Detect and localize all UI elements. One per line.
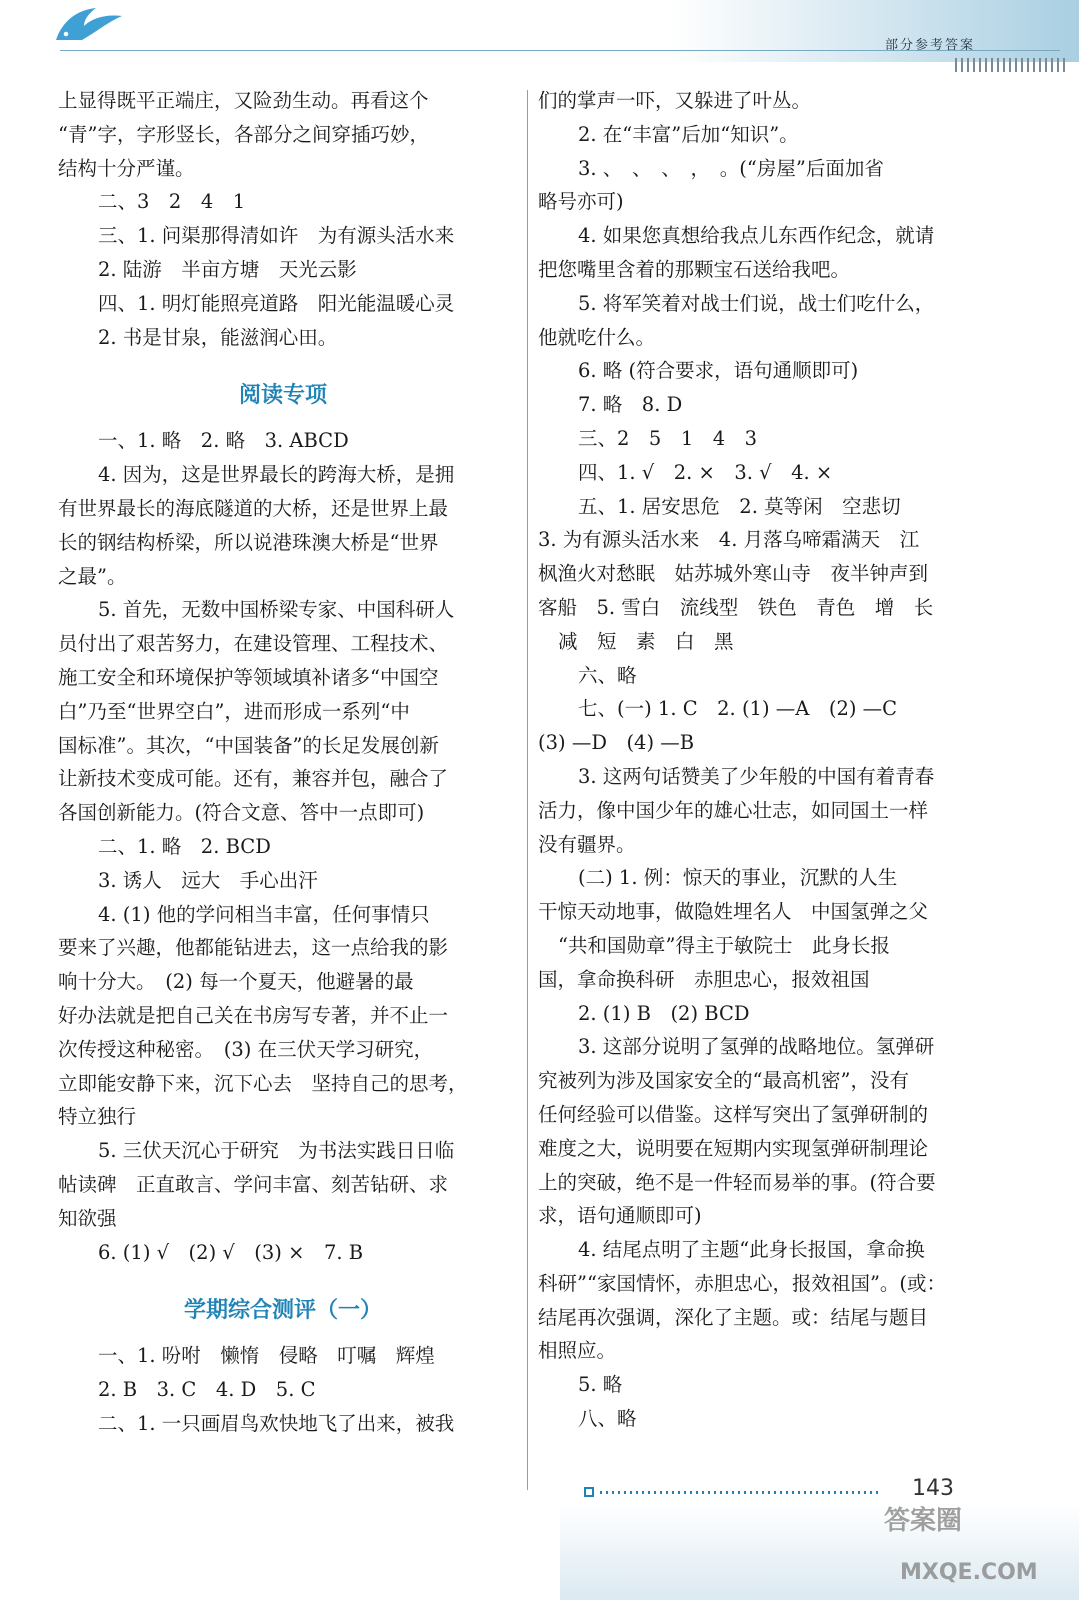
text-line: 3. 诱人 远大 手心出汗	[98, 868, 318, 892]
text-line: 次传授这种秘密。 (3) 在三伏天学习研究，	[58, 1037, 434, 1061]
text-line: 二、1. 略 2. BCD	[98, 834, 271, 858]
text-line: 一、1. 吩咐 懒惰 侵略 叮嘱 辉煌	[98, 1344, 435, 1368]
text-line: 二、3 2 4 1	[98, 190, 246, 214]
text-line: 难度之大，说明要在短期内实现氢弹研制理论	[538, 1136, 929, 1160]
text-line: 好办法就是把自己关在书房写专著，并不止一	[58, 1003, 449, 1027]
text-line: 六、略	[578, 663, 637, 687]
text-line: (3) —D (4) —B	[538, 731, 695, 755]
text-line: “青”字，字形竖长，各部分之间穿插巧妙，	[58, 122, 429, 146]
text-line: 3. 、 、 、 ， 。(“房屋”后面加省	[578, 156, 884, 180]
text-line: 2. B 3. C 4. D 5. C	[98, 1378, 316, 1402]
text-line: 枫渔火对愁眠 姑苏城外寒山寺 夜半钟声到	[538, 562, 929, 586]
text-line: 三、2 5 1 4 3	[578, 426, 758, 450]
text-line: 响十分大。 (2) 每一个夏天，他避暑的最	[58, 970, 414, 994]
text-line: 一、1. 略 2. 略 3. ABCD	[98, 429, 349, 453]
text-line: 4. (1) 他的学问相当丰富，任何事情只	[98, 902, 430, 926]
text-line: 2. 书是甘泉，能滋润心田。	[98, 325, 338, 349]
text-line: 3. 这两句话赞美了少年般的中国有着青春	[578, 764, 935, 788]
text-line: 2. 在“丰富”后加“知识”。	[578, 122, 799, 146]
text-line: 5. 将军笑着对战士们说，战士们吃什么，	[578, 291, 935, 315]
text-line: 客船 5. 雪白 流线型 铁色 青色 增 长	[538, 595, 934, 619]
text-line: 长的钢结构桥梁，所以说港珠澳大桥是“世界	[58, 530, 439, 554]
footer-dotted-rule	[600, 1491, 880, 1494]
text-line: (二) 1. 例：惊天的事业，沉默的人生	[578, 866, 898, 890]
column-divider	[527, 90, 528, 1490]
text-line: 五、1. 居安思危 2. 莫等闲 空悲切	[578, 494, 901, 518]
text-line: 之最”。	[58, 564, 127, 588]
text-line: 要来了兴趣，他都能钻进去，这一点给我的影	[58, 936, 449, 960]
text-line: 5. 首先，无数中国桥梁专家、中国科研人	[98, 598, 455, 622]
text-line: 4. 结尾点明了主题“此身长报国，拿命换	[578, 1238, 925, 1262]
footer-square-icon	[584, 1487, 594, 1497]
text-line: 三、1. 问渠那得清如许 为有源头活水来	[98, 224, 455, 248]
text-line: 7. 略 8. D	[578, 393, 683, 417]
text-line: 让新技术变成可能。还有，兼容并包，融合了	[58, 767, 449, 791]
section-heading: 学期综合测评（一）	[183, 1298, 382, 1324]
text-line: 他就吃什么。	[538, 325, 656, 349]
text-line: 5. 三伏天沉心于研究 为书法实践日日临	[98, 1139, 455, 1163]
right-column	[538, 84, 998, 1436]
text-line: 国，拿命换科研 赤胆忠心，报效祖国	[538, 967, 870, 991]
text-line: 结构十分严谨。	[58, 156, 195, 180]
bird-logo-icon	[52, 0, 124, 44]
watermark: 答案圈	[884, 1506, 963, 1536]
text-line: 活力，像中国少年的雄心壮志，如同国土一样	[538, 798, 929, 822]
text-line: 任何经验可以借鉴。这样写突出了氢弹研制的	[538, 1102, 929, 1126]
text-line: 4. 如果您真想给我点儿东西作纪念，就请	[578, 224, 935, 248]
text-line: 结尾再次强调，深化了主题。或：结尾与题目	[538, 1305, 929, 1329]
text-line: 科研”“家国情怀，赤胆忠心，报效祖国”。(或：	[538, 1271, 947, 1295]
text-line: 四、1. 明灯能照亮道路 阳光能温暖心灵	[98, 291, 455, 315]
text-line: 把您嘴里含着的那颗宝石送给我吧。	[538, 257, 851, 281]
text-line: 们的掌声一吓，又躲进了叶丛。	[538, 89, 812, 112]
left-column	[58, 84, 508, 1441]
text-line: 上显得既平正端庄，又险劲生动。再看这个	[58, 89, 429, 112]
text-line: 特立独行	[58, 1105, 137, 1129]
text-line: 5. 略	[578, 1373, 623, 1397]
watermark-url: MXQE.COM	[900, 1560, 1038, 1585]
text-line: 二、1. 一只画眉鸟欢快地飞了出来，被我	[98, 1411, 455, 1435]
footer-band	[560, 1505, 1079, 1600]
text-line: 各国创新能力。(符合文意、答中一点即可)	[58, 801, 425, 825]
text-line: 八、略	[578, 1407, 637, 1431]
text-line: 知欲强	[58, 1206, 117, 1230]
text-line: 干惊天动地事，做隐姓埋名人 中国氢弹之父	[538, 900, 929, 924]
text-line: 2. 陆游 半亩方塘 天光云影	[98, 257, 357, 281]
header-ticks	[955, 58, 1065, 72]
text-line: 3. 为有源头活水来 4. 月落乌啼霜满天 江	[538, 528, 920, 552]
text-line: 七、(一) 1. C 2. (1) —A (2) —C	[578, 697, 898, 721]
text-line: 6. 略 (符合要求，语句通顺即可)	[578, 359, 859, 383]
page-number: 143	[912, 1476, 954, 1501]
text-line: 2. (1) B (2) BCD	[578, 1001, 750, 1025]
text-line: 帖读碑 正直敢言、学问丰富、刻苦钻研、求	[58, 1172, 449, 1196]
text-line: 立即能安静下来，沉下心去 坚持自己的思考，	[58, 1071, 468, 1095]
text-line: 没有疆界。	[538, 832, 636, 856]
text-line: 白”乃至“世界空白”，进而形成一系列“中	[58, 699, 410, 723]
section-label: 部分参考答案	[884, 38, 975, 53]
section-heading: 阅读专项	[238, 383, 327, 409]
text-line: 究被列为涉及国家安全的“最高机密”，没有	[538, 1069, 909, 1093]
text-line: “共和国勋章”得主于敏院士 此身长报	[558, 933, 890, 957]
text-line: 国标准”。其次，“中国装备”的长足发展创新	[58, 733, 439, 757]
text-line: 3. 这部分说明了氢弹的战略地位。氢弹研	[578, 1035, 935, 1059]
text-line: 上的突破，绝不是一件轻而易举的事。(符合要	[538, 1170, 936, 1194]
text-line: 有世界最长的海底隧道的大桥，还是世界上最	[58, 496, 449, 520]
text-line: 求，语句通顺即可)	[538, 1204, 702, 1228]
text-line: 相照应。	[538, 1339, 617, 1363]
text-line: 减 短 素 白 黑	[558, 629, 734, 653]
text-line: 略号亦可)	[538, 190, 624, 214]
text-line: 四、1. √ 2. × 3. √ 4. ×	[578, 460, 833, 484]
text-line: 施工安全和环境保护等领域填补诸多“中国空	[58, 665, 439, 689]
text-line: 4. 因为，这是世界最长的跨海大桥，是拥	[98, 463, 455, 487]
text-line: 员付出了艰苦努力，在建设管理、工程技术、	[58, 632, 449, 656]
text-line: 6. (1) √ (2) √ (3) × 7. B	[98, 1240, 364, 1264]
